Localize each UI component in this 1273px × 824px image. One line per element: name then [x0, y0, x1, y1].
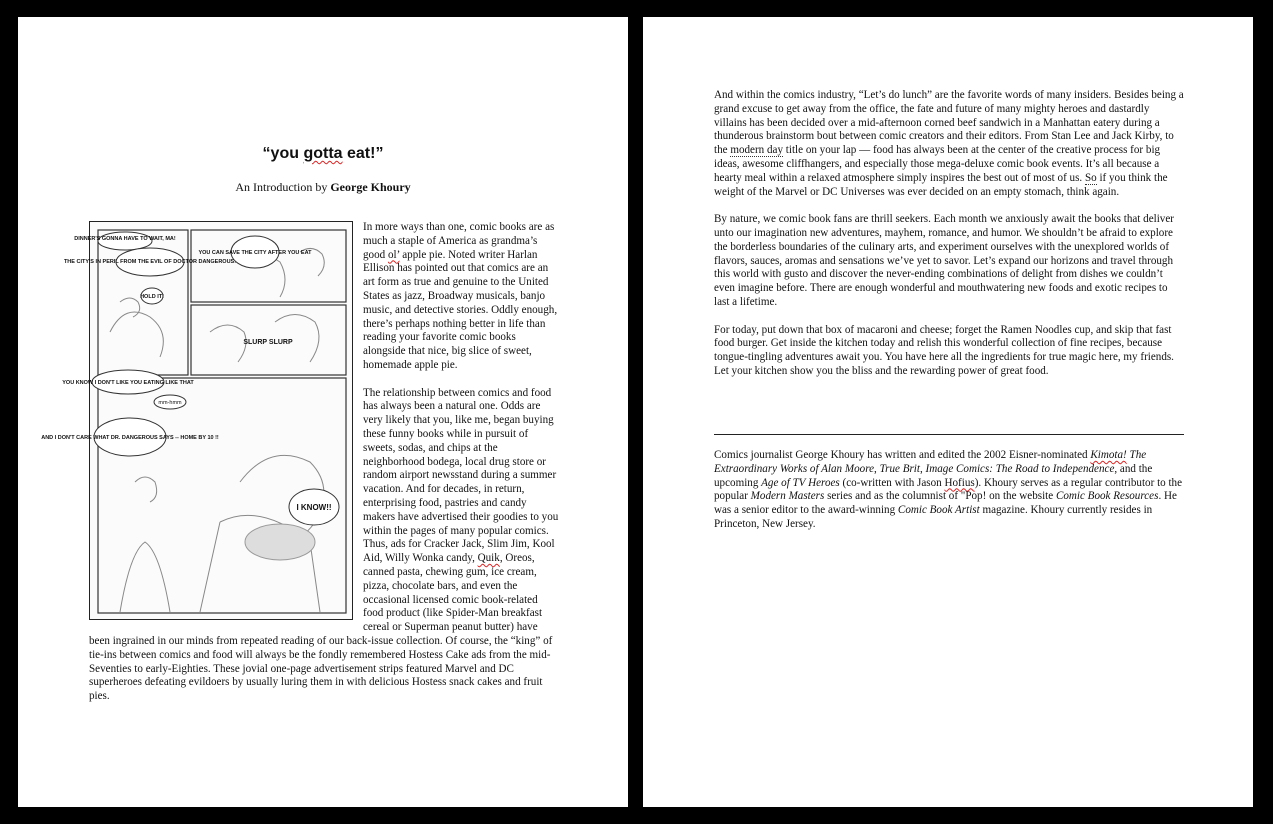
byline-prefix: An Introduction by	[235, 180, 331, 194]
sound-effect: SLURP SLURP	[243, 339, 293, 346]
text-run: if you think the weight of the Marvel or DC Universes was ever decided on an empty stomach, think again.	[714, 171, 1168, 198]
book-title: True Brit	[879, 462, 920, 475]
document-page-1	[18, 17, 628, 807]
balloon-8: AND I DON'T CARE WHAT DR. DANGEROUS SAYS -- HOME BY 10 !!	[41, 435, 219, 441]
text-run: magazine. Khoury currently resides in Princeton, New Jersey.	[714, 504, 1153, 530]
text-run: In more ways than one, comic books are as much a staple of America as grandma’s good	[363, 221, 555, 261]
paragraph: By nature, we comic book fans are thrill seekers. Each month we anxiously await the books that deliver unto our imagination new adventures, mayhem, romance, and humor. We shouldn’t be afraid to explore the borderless boundaries of the culinary arts, and experiment ourselves with the unexplored worlds of flavors, sauces, aromas and sensations we’ve yet to savor. Let’s expand our horizons and travel through this world with gusto and discover the never-ending combinations of delight from dishes we couldn’t even imagine before. There are enough wonderful and mouthwatering new foods and exotic recipes to last a lifetime.	[714, 213, 1174, 308]
page2-body	[714, 89, 1184, 393]
book-title: Age of TV Heroes	[761, 476, 840, 489]
book-title: Image Comics: The Road to Independence	[925, 462, 1115, 475]
balloon-9: I KNOW!!	[296, 503, 332, 512]
grammar-flag[interactable]: modern day	[730, 144, 784, 157]
paragraph: For today, put down that box of macaroni and cheese; forget the Ramen Noodles cup, and skip that fast food burger. Get inside the kitchen today and relish this wonderful collection of fine recipes, because tongue-tingling adventures await you. You have here all the ingredients for true magic here, my friends. Let your kitchen show you the bliss and the rewarding power of great food.	[714, 323, 1174, 377]
title-text: eat!”	[342, 145, 384, 162]
text-run: ,	[874, 462, 880, 475]
byline	[18, 180, 628, 195]
bio-paragraph	[714, 449, 1184, 532]
grammar-flag[interactable]: So	[1084, 171, 1097, 184]
text-run: And within the comics industry, “Let’s do lunch” are the favorite words of many insiders. Besides being a grand excuse to get away from the office, the fate and future of many mighty heroes and dastardly villains has been decided over a mid-afternoon corned beef sandwich in a Manhattan eatery during a thunderous brainstorm bout between comic creators and their editors. From Stan Lee and Jack Kirby, to the	[714, 89, 1184, 157]
title-text: “you	[262, 145, 304, 162]
series-title: Modern Masters	[750, 490, 825, 503]
text-run: (co-written with Jason	[839, 476, 945, 489]
comic-art	[41, 222, 352, 619]
page1-body	[41, 221, 559, 718]
author-bio	[714, 449, 1184, 532]
text-run: , Oreos, canned pasta, chewing gum, ice cream, pizza, chocolate bars, and even the occasional licensed comic book-related food product (like Spider-Man breakfast cereal or Superman peanut butter) have been ingrained in our minds from repeated reading of our back-issue collection. Of course, the “king” of tie-ins between comics and food will always be the fondly remembered Hostess Cake ads from the mid-Seventies to early-Eighties. These jovial one-page advertisement strips featured Marvel and DC superheroes defeating evildoers by usually luring them in with delicious Hostess snack cakes and fruit pies.	[89, 552, 553, 703]
article-title	[18, 145, 628, 163]
balloon-1: DINNER'S GONNA HAVE TO WAIT, MA!	[74, 236, 176, 242]
magazine-title: Comic Book Artist	[897, 504, 980, 517]
balloon-7: mm-hmm	[158, 400, 182, 406]
byline-author: George Khoury	[330, 180, 411, 194]
website-title: Comic Book Resources	[1055, 490, 1159, 503]
balloon-4: YOU CAN SAVE THE CITY AFTER YOU EAT	[198, 250, 312, 256]
spellcheck-word[interactable]: ol’	[387, 248, 400, 261]
balloon-2: THE CITY'S IN PERIL FROM THE EVIL OF DOCTOR DANGEROUS!	[63, 259, 237, 265]
comic-illustration[interactable]	[41, 221, 353, 620]
text-run: . He was a senior editor to the award-winning	[714, 490, 1177, 517]
book-title: The Extraordinary Works of Alan Moore	[714, 449, 1147, 475]
balloon-3: HOLD IT!	[140, 294, 164, 300]
text-run: Comics journalist George Khoury has written and edited the 2002 Eisner-nominated	[714, 449, 1091, 461]
horizontal-rule	[714, 434, 1184, 435]
spellcheck-word[interactable]: gotta	[303, 145, 343, 162]
text-run: apple pie. Noted writer Harlan Ellison has pointed out that comics are an art form as true and genuine to the United States as jazz, Broadway musicals, banjo music, and detective stories. Oddly enough, there’s perhaps nothing better in life than reading your favorite comic books alongside that nice, big slice of sweet, homemade apple pie.	[363, 248, 558, 371]
spellcheck-word[interactable]: Quik	[477, 552, 500, 565]
document-page-2	[643, 17, 1253, 807]
text-run: ). Khoury serves as a regular contributor to the popular	[714, 476, 1183, 503]
text-run: The relationship between comics and food has always been a natural one. Odds are very likely that you, like me, began buying these funny books while in pursuit of sweets, sodas, and chips at the neighborhood bodega, local drug store or random airport newsstand during a summer vacation. And for decades, in return, enterprising food, pastries and candy makers have advertised their goodies to you within the pages of many popular comics. Thus, ads for Cracker Jack, Slim Jim, Kool Aid, Willy Wonka candy,	[363, 386, 559, 565]
text-run: series and as the columnist of "Pop! on the website	[824, 490, 1056, 503]
paragraph	[714, 89, 1184, 199]
spellcheck-word[interactable]: Kimota!	[1090, 449, 1127, 461]
balloon-6: YOU KNOW I DON'T LIKE YOU EATING LIKE THAT	[62, 380, 194, 386]
text-run: title on your lap — food has always been at the center of the creative process for big ideas, awesome cliffhangers, and especially those mega-deluxe comic book events. It’s all because a hearty meal within a relaxed atmosphere simply inspires the best out of most of us.	[714, 144, 1161, 184]
spellcheck-word[interactable]: Hofius	[944, 476, 975, 489]
text-run: , and the upcoming	[714, 462, 1153, 489]
text-run: ,	[919, 462, 926, 475]
